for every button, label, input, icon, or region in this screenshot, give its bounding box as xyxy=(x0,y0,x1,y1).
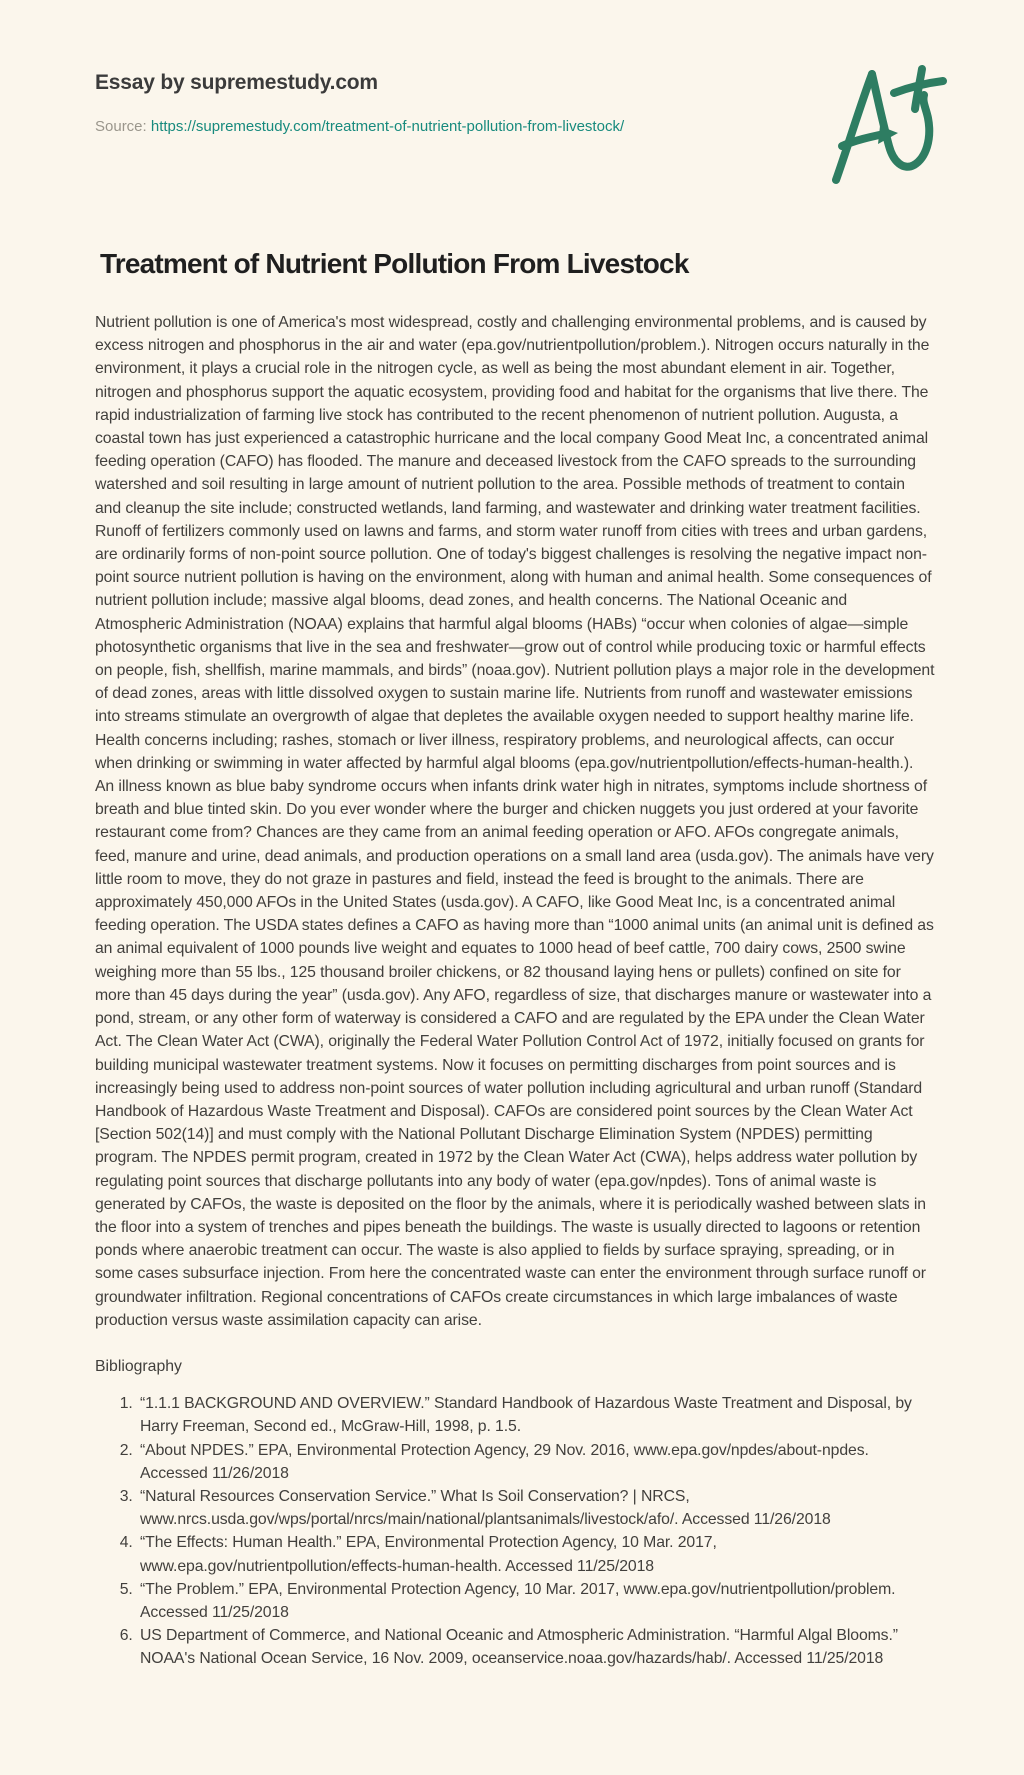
reference-item: 1. “1.1.1 BACKGROUND AND OVERVIEW.” Standard Handbook of Hazardous Waste Treatment and Disposal, by Harry Freeman, Second ed., McGraw-Hill, 1998, p. 1.5. xyxy=(137,1392,935,1438)
reference-list xyxy=(95,1392,935,1670)
reference-item: 3. “Natural Resources Conservation Service.” What Is Soil Conservation? | NRCS, www.nrcs.usda.gov/wps/portal/nrcs/main/national/plantsanimals/livestock/afo/. Accessed 11/26/2018 xyxy=(137,1485,935,1531)
essay-title: Treatment of Nutrient Pollution From Livestock xyxy=(100,248,689,279)
bibliography-heading: Bibliography xyxy=(95,1357,182,1375)
site-title: Essay by supremestudy.com xyxy=(95,71,378,94)
source-label: Source: xyxy=(95,118,151,135)
reference-item: 2. “About NPDES.” EPA, Environmental Protection Agency, 29 Nov. 2016, www.epa.gov/npdes/about-npdes. Accessed 11/26/2018 xyxy=(137,1439,935,1485)
source-line xyxy=(95,118,624,135)
reference-item: 6. US Department of Commerce, and National Oceanic and Atmospheric Administration. “Harmful Algal Blooms.” NOAA's National Ocean Service, 16 Nov. 2009, oceanservice.noaa.gov/hazards/hab/. Accessed 11/25/2018 xyxy=(137,1624,935,1670)
a-plus-logo xyxy=(826,62,960,194)
essay-body: Nutrient pollution is one of America's most widespread, costly and challenging environmental problems, and is caused by excess nitrogen and phosphorus in the air and water (epa.gov/nutrientpollution/problem.). Nitrogen occurs naturally in the environment, it plays a crucial role in the nitrogen cycle, as well as being the most abundant element in air. Together, nitrogen and phosphorus support the aquatic ecosystem, providing food and habitat for the organisms that live there. The rapid industrialization of farming live stock has contributed to the recent phenomenon of nutrient pollution. Augusta, a coastal town has just experienced a catastrophic hurricane and the local company Good Meat Inc, a concentrated animal feeding operation (CAFO) has flooded. The manure and deceased livestock from the CAFO spreads to the surrounding watershed and soil resulting in large amount of nutrient pollution to the area. Possible methods of treatment to contain and cleanup the site include; constructed wetlands, land farming, and wastewater and drinking water treatment facilities. Runoff of fertilizers commonly used on lawns and farms, and storm water runoff from cities with trees and urban gardens, are ordinarily forms of non-point source pollution. One of today's biggest challenges is resolving the negative impact non-point source nutrient pollution is having on the environment, along with human and animal health. Some consequences of nutrient pollution include; massive algal blooms, dead zones, and health concerns. The National Oceanic and Atmospheric Administration (NOAA) explains that harmful algal blooms (HABs) “occur when colonies of algae—simple photosynthetic organisms that live in the sea and freshwater—grow out of control while producing toxic or harmful effects on people, fish, shellfish, marine mammals, and birds” (noaa.gov). Nutrient pollution plays a major role in the development of dead zones, areas with little dissolved oxygen to sustain marine life. Nutrients from runoff and wastewater emissions into streams stimulate an overgrowth of algae that depletes the available oxygen needed to support healthy marine life. Health concerns including; rashes, stomach or liver illness, respiratory problems, and neurological affects, can occur when drinking or swimming in water affected by harmful algal blooms (epa.gov/nutrientpollution/effects-human-health.). An illness known as blue baby syndrome occurs when infants drink water high in nitrates, symptoms include shortness of breath and blue tinted skin. Do you ever wonder where the burger and chicken nuggets you just ordered at your favorite restaurant come from? Chances are they came from an animal feeding operation or AFO. AFOs congregate animals, feed, manure and urine, dead animals, and production operations on a small land area (usda.gov). The animals have very little room to move, they do not graze in pastures and field, instead the feed is brought to the animals. There are approximately 450,000 AFOs in the United States (usda.gov). A CAFO, like Good Meat Inc, is a concentrated animal feeding operation. The USDA states defines a CAFO as having more than “1000 animal units (an animal unit is defined as an animal equivalent of 1000 pounds live weight and equates to 1000 head of beef cattle, 700 dairy cows, 2500 swine weighing more than 55 lbs., 125 thousand broiler chickens, or 82 thousand laying hens or pullets) confined on site for more than 45 days during the year” (usda.gov). Any AFO, regardless of size, that discharges manure or wastewater into a pond, stream, or any other form of waterway is considered a CAFO and are regulated by the EPA under the Clean Water Act. The Clean Water Act (CWA), originally the Federal Water Pollution Control Act of 1972, initially focused on grants for building municipal wastewater treatment systems. Now it focuses on permitting discharges from point sources and is increasingly being used to address non-point sources of water pollution including agricultural and urban runoff (Standard Handbook of Hazardous Waste Treatment and Disposal). CAFOs are considered point sources by the Clean Water Act [Section 502(14)] and must comply with the National Pollutant Discharge Elimination System (NPDES) permitting program. The NPDES permit program, created in 1972 by the Clean Water Act (CWA), helps address water pollution by regulating point sources that discharge pollutants into any body of water (epa.gov/npdes). Tons of animal waste is generated by CAFOs, the waste is deposited on the floor by the animals, where it is periodically washed between slats in the floor into a system of trenches and pipes beneath the buildings. The waste is usually directed to lagoons or retention ponds where anaerobic treatment can occur. The waste is also applied to fields by surface spraying, spreading, or in some cases subsurface injection. From here the concentrated waste can enter the environment through surface runoff or groundwater infiltration. Regional concentrations of CAFOs create circumstances in which large imbalances of waste production versus waste assimilation capacity can arise. xyxy=(95,314,935,1329)
reference-item: 4. “The Effects: Human Health.” EPA, Environmental Protection Agency, 10 Mar. 2017, www.epa.gov/nutrientpollution/effects-human-health. Accessed 11/25/2018 xyxy=(137,1531,935,1577)
source-link[interactable]: https://supremestudy.com/treatment-of-nutrient-pollution-from-livestock/ xyxy=(150,118,625,135)
essay-article xyxy=(95,248,935,1671)
reference-item: 5. “The Problem.” EPA, Environmental Protection Agency, 10 Mar. 2017, www.epa.gov/nutrientpollution/problem. Accessed 11/25/2018 xyxy=(137,1578,935,1624)
